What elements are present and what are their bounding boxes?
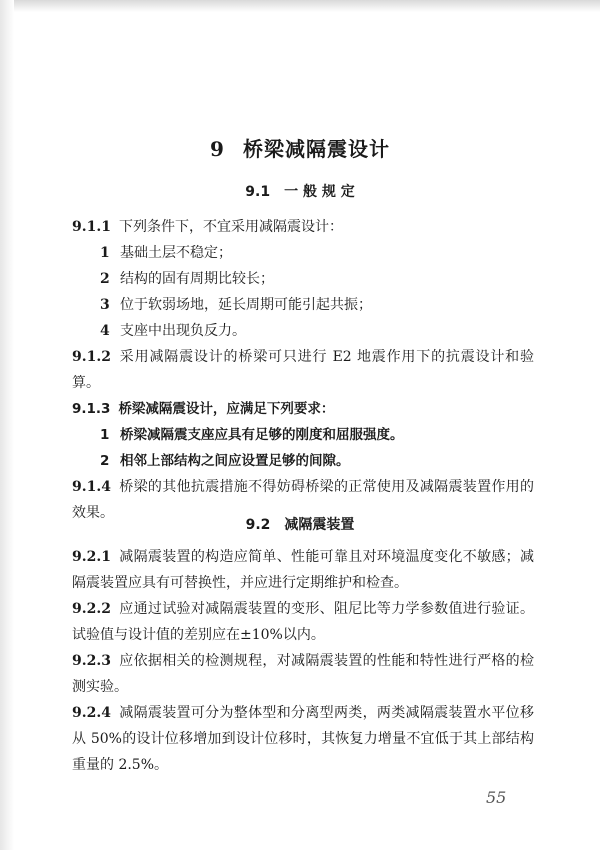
item-text: 结构的固有周期比较长； xyxy=(120,271,274,287)
list-item xyxy=(100,266,534,292)
clause-number: 9.1.4 xyxy=(72,479,111,495)
item-text: 桥梁减隔震支座应具有足够的刚度和屈服强度。 xyxy=(120,427,404,443)
clause-number: 9.2.2 xyxy=(72,601,111,617)
item-text: 支座中出现负反力。 xyxy=(120,323,246,339)
list-item xyxy=(100,240,534,266)
clause-text: 应依据相关的检测规程，对减隔震装置的性能和特性进行严格的检测实验。 xyxy=(72,653,534,695)
clause-text: 应通过试验对减隔震装置的变形、阻尼比等力学参数值进行验证。试验值与设计值的差别应在±10%以内。 xyxy=(72,601,534,643)
clause-9-1-2 xyxy=(72,344,534,396)
list-item xyxy=(100,448,534,474)
item-text: 位于软弱场地，延长周期可能引起共振； xyxy=(120,297,372,313)
item-number: 1 xyxy=(100,427,110,443)
clause-number: 9.1.3 xyxy=(72,401,111,417)
section-title-9-1 xyxy=(0,181,600,201)
clause-number: 9.1.1 xyxy=(72,219,111,235)
clause-text: 下列条件下，不宜采用减隔震设计： xyxy=(118,219,343,235)
list-item xyxy=(100,318,534,344)
page-number: 55 xyxy=(486,788,507,807)
chapter-number: 9 xyxy=(210,137,225,161)
scan-edge-left xyxy=(0,0,14,850)
item-text: 基础土层不稳定； xyxy=(120,245,232,261)
clause-9-1-3 xyxy=(72,396,534,422)
item-number: 1 xyxy=(100,245,110,261)
clause-text: 桥梁减隔震设计，应满足下列要求： xyxy=(118,401,335,417)
clause-9-2-2 xyxy=(72,596,534,648)
section-body-9-1 xyxy=(72,214,534,526)
section-title-text: 一 般 规 定 xyxy=(284,184,355,200)
item-number: 3 xyxy=(100,297,110,313)
clause-number: 9.1.2 xyxy=(72,349,111,365)
section-number: 9.1 xyxy=(245,184,271,200)
chapter-title xyxy=(0,133,600,162)
clause-text: 减隔震装置可分为整体型和分离型两类，两类减隔震装置水平位移从 50%的设计位移增加到设计位移时，其恢复力增量不宜低于其上部结构重量的 2.5%。 xyxy=(72,705,534,773)
scan-edge-top xyxy=(0,0,600,12)
clause-9-2-1 xyxy=(72,544,534,596)
clause-text: 桥梁的其他抗震措施不得妨碍桥梁的正常使用及减隔震装置作用的效果。 xyxy=(72,479,534,521)
clause-number: 9.2.4 xyxy=(72,705,111,721)
list-item xyxy=(100,292,534,318)
clause-9-1-1 xyxy=(72,214,534,240)
clause-number: 9.2.1 xyxy=(72,549,111,565)
item-number: 2 xyxy=(100,271,110,287)
item-number: 4 xyxy=(100,323,110,339)
list-item xyxy=(100,422,534,448)
clause-9-2-3 xyxy=(72,648,534,700)
clause-9-2-4 xyxy=(72,700,534,778)
clause-text: 采用减隔震设计的桥梁可只进行 E2 地震作用下的抗震设计和验算。 xyxy=(72,349,534,391)
item-text: 相邻上部结构之间应设置足够的间隙。 xyxy=(120,453,350,469)
clause-text: 减隔震装置的构造应简单、性能可靠且对环境温度变化不敏感；减隔震装置应具有可替换性，并应进行定期维护和检查。 xyxy=(72,549,534,591)
clause-number: 9.2.3 xyxy=(72,653,111,669)
section-number: 9.2 xyxy=(245,517,271,533)
section-title-9-2 xyxy=(0,514,600,534)
section-body-9-2 xyxy=(72,544,534,778)
chapter-title-text: 桥梁减隔震设计 xyxy=(242,137,390,161)
section-title-text: 减隔震装置 xyxy=(284,517,355,533)
item-number: 2 xyxy=(100,453,110,469)
